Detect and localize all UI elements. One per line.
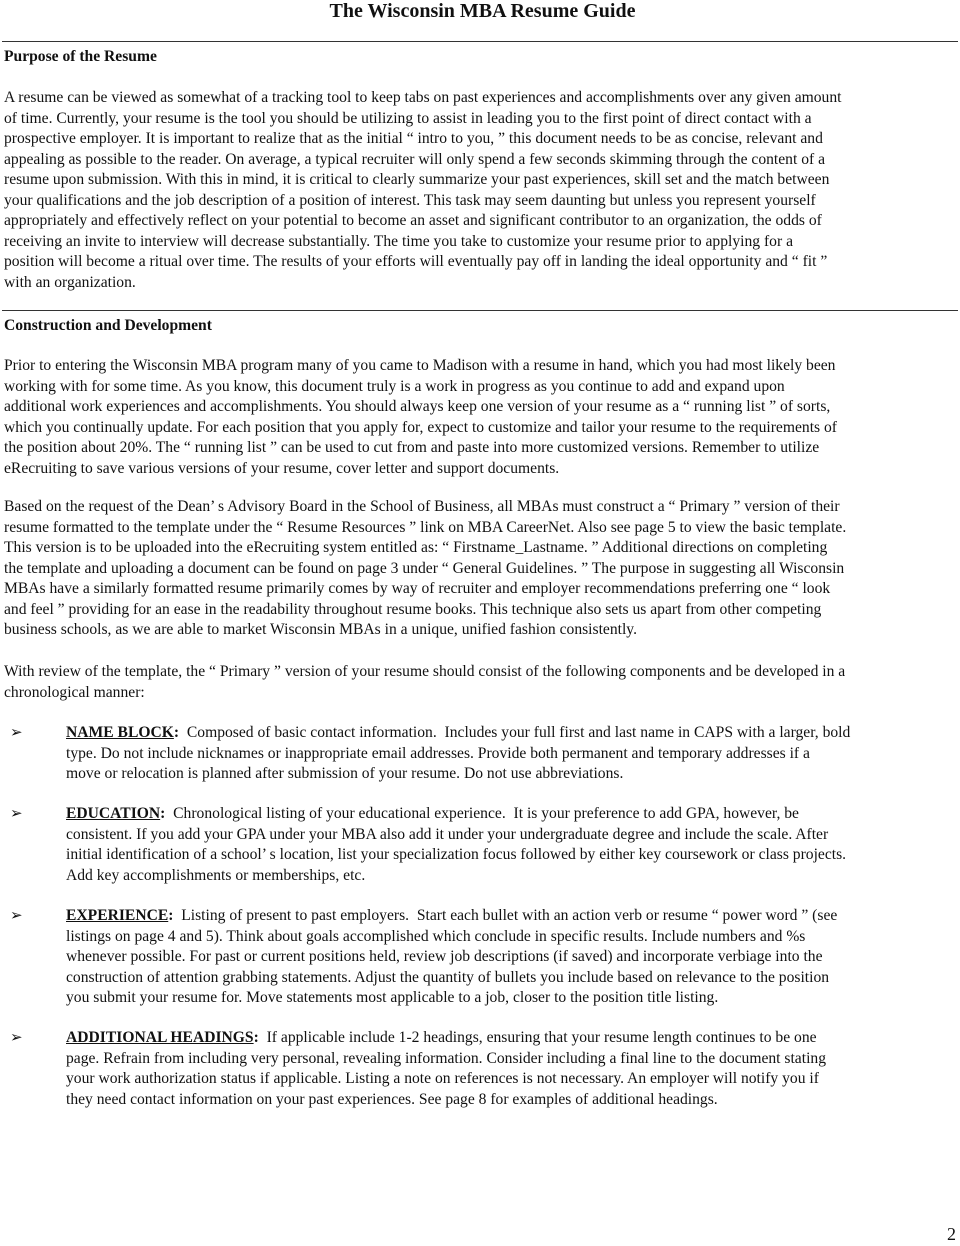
text-line: resume formatted to the template under the “ Resume Resources ” link on MBA CareerNet. Also see page 5 to view the basic template. [4, 518, 847, 536]
text-line: position will become a ritual over time. The results of your efforts will eventually pay off in landing the ideal opportunity and “ fit ” [4, 253, 828, 270]
text-line: construction of attention grabbing statements. Adjust the quantity of bullets you include based on relevance to the position [66, 968, 830, 986]
text-line: the template and uploading a document can be found on page 3 under “ General Guidelines. ” The purpose in suggesting all Wisconsin [4, 559, 845, 577]
text-line: chronological manner: [4, 683, 145, 701]
text-line: which you continually update. For each position that you apply for, expect to customize and tailor your resume to the requirements of [4, 418, 837, 436]
section-heading-construction: Construction and Development [4, 317, 212, 334]
text-line: prospective employer. It is important to realize that as the initial “ intro to you, ” this document needs to be as concise, relevant and [4, 130, 823, 147]
colon: : [173, 724, 180, 741]
arrow-bullet-icon: ➢ [10, 725, 23, 741]
text-line: you submit your resume for. Move statements most applicable to a job, closer to the position title listing. [66, 989, 719, 1006]
bullet-heading: NAME BLOCK [66, 724, 174, 741]
bullet-text: Chronological listing of your educational experience. It is your preference to add GPA, however, be [165, 805, 799, 822]
text-line: Prior to entering the Wisconsin MBA program many of you came to Madison with a resume in hand, which you had most likely been [4, 357, 836, 374]
bullet-text: Composed of basic contact information. Includes your full first and last name in CAPS with a larger, bold [179, 724, 851, 741]
paragraph-purpose [4, 88, 841, 293]
arrow-bullet-icon: ➢ [10, 1030, 23, 1046]
paragraph-construction-1 [4, 356, 837, 479]
bullet-heading: EDUCATION [66, 805, 161, 822]
text-line: resume upon submission. With this in mind, it is critical to clearly summarize your past experiences, skill set and the match between [4, 171, 830, 188]
arrow-bullet-icon: ➢ [10, 908, 23, 924]
text-line: eRecruiting to save various versions of your resume, cover letter and support documents. [4, 459, 560, 477]
list-item [66, 906, 837, 1009]
section-heading-purpose: Purpose of the Resume [4, 48, 157, 65]
divider [2, 310, 958, 311]
text-line: of time. Currently, your resume is the tool you should be utilizing to assist in leading you to the first point of direct contact with a [4, 109, 812, 127]
list-item [66, 723, 850, 785]
text-line: appropriately and effectively reflect on your potential to become an asset and significant contributor to an organization, the odds of [4, 212, 822, 229]
text-line: With review of the template, the “ Primary ” version of your resume should consist of the following components and be developed in a [4, 663, 846, 680]
text-line: move or relocation is planned after submission of your resume. Do not use abbreviations. [66, 765, 624, 782]
bullet-text: Listing of present to past employers. Start each bullet with an action verb or resume “ power word ” (see [173, 907, 838, 924]
text-line: type. Do not include nicknames or inappropriate email addresses. Provide both permanent and temporary addresses if a [66, 744, 810, 762]
list-item [66, 804, 846, 886]
paragraph-construction-3 [4, 662, 845, 703]
bullet-text: If applicable include 1-2 headings, ensuring that your resume length continues to be one [258, 1029, 817, 1046]
text-line: they need contact information on your past experiences. See page 8 for examples of additional headings. [66, 1090, 718, 1108]
text-line: business schools, as we are able to market Wisconsin MBAs in a unique, unified fashion consistently. [4, 621, 637, 638]
list-item [66, 1028, 826, 1110]
paragraph-construction-2 [4, 497, 846, 641]
colon: : [253, 1029, 259, 1046]
colon: : [168, 907, 174, 924]
text-line: A resume can be viewed as somewhat of a tracking tool to keep tabs on past experiences and accomplishments over any given amount [4, 89, 842, 106]
bullet-heading: EXPERIENCE [66, 907, 169, 924]
text-line: This version is to be uploaded into the eRecruiting system entitled as: “ Firstname_Lastname. ” Additional directions on completing [4, 539, 828, 556]
text-line: page. Refrain from including very personal, revealing information. Consider including a final line to the document stating [66, 1049, 826, 1067]
text-line: MBAs have a similarly formatted resume primarily comes by way of recruiter and employer recommendations preferring one “ look [4, 580, 831, 597]
text-line: initial identification of a school’ s location, list your specialization focus followed by either key coursework or class projects. [66, 846, 847, 863]
divider [2, 41, 958, 42]
text-line: additional work experiences and accomplishments. You should always keep one version of your resume as a “ running list ” of sorts, [4, 398, 831, 415]
text-line: Based on the request of the Dean’ s Advisory Board in the School of Business, all MBAs must construct a “ Primary ” version of their [4, 498, 840, 515]
arrow-bullet-icon: ➢ [10, 806, 23, 822]
text-line: and feel ” providing for an ease in the readability throughout resume books. This technique also sets us apart from other competing [4, 600, 822, 618]
text-line: the position about 20%. The “ running list ” can be used to cut from and paste into more customized versions. Remember to utilize [4, 439, 820, 456]
text-line: your qualifications and the job description of a position of interest. This task may seem daunting but unless you represent yourself [4, 191, 816, 209]
text-line: with an organization. [4, 273, 136, 291]
text-line: Add key accomplishments or memberships, etc. [66, 866, 366, 884]
text-line: receiving an invite to interview will decrease substantially. The time you take to customize your resume prior to applying for a [4, 232, 793, 250]
text-line: listings on page 4 and 5). Think about goals accomplished which conclude in specific results. Include numbers and %s [66, 927, 806, 945]
text-line: appealing as possible to the reader. On average, a typical recruiter will only spend a few seconds skimming through the content of a [4, 150, 826, 168]
text-line [66, 804, 846, 825]
text-line: whenever possible. For past or current positions held, review job descriptions (if saved) and incorporate verbiage into the [66, 948, 823, 965]
document-title: The Wisconsin MBA Resume Guide [329, 0, 636, 22]
text-line [66, 1028, 826, 1049]
text-line [66, 906, 837, 927]
text-line: your work authorization status if applicable. Listing a note on references is not necessary. An employer will notify you if [66, 1070, 819, 1087]
page-number: 2 [947, 1224, 956, 1244]
colon: : [160, 805, 166, 822]
text-line: consistent. If you add your GPA under your MBA also add it under your undergraduate degree and include the scale. After [66, 825, 829, 843]
text-line: working with for some time. As you know, this document truly is a work in progress as you continue to add and expand upon [4, 377, 785, 395]
text-line [66, 723, 850, 744]
bullet-heading: ADDITIONAL HEADINGS [66, 1029, 254, 1046]
